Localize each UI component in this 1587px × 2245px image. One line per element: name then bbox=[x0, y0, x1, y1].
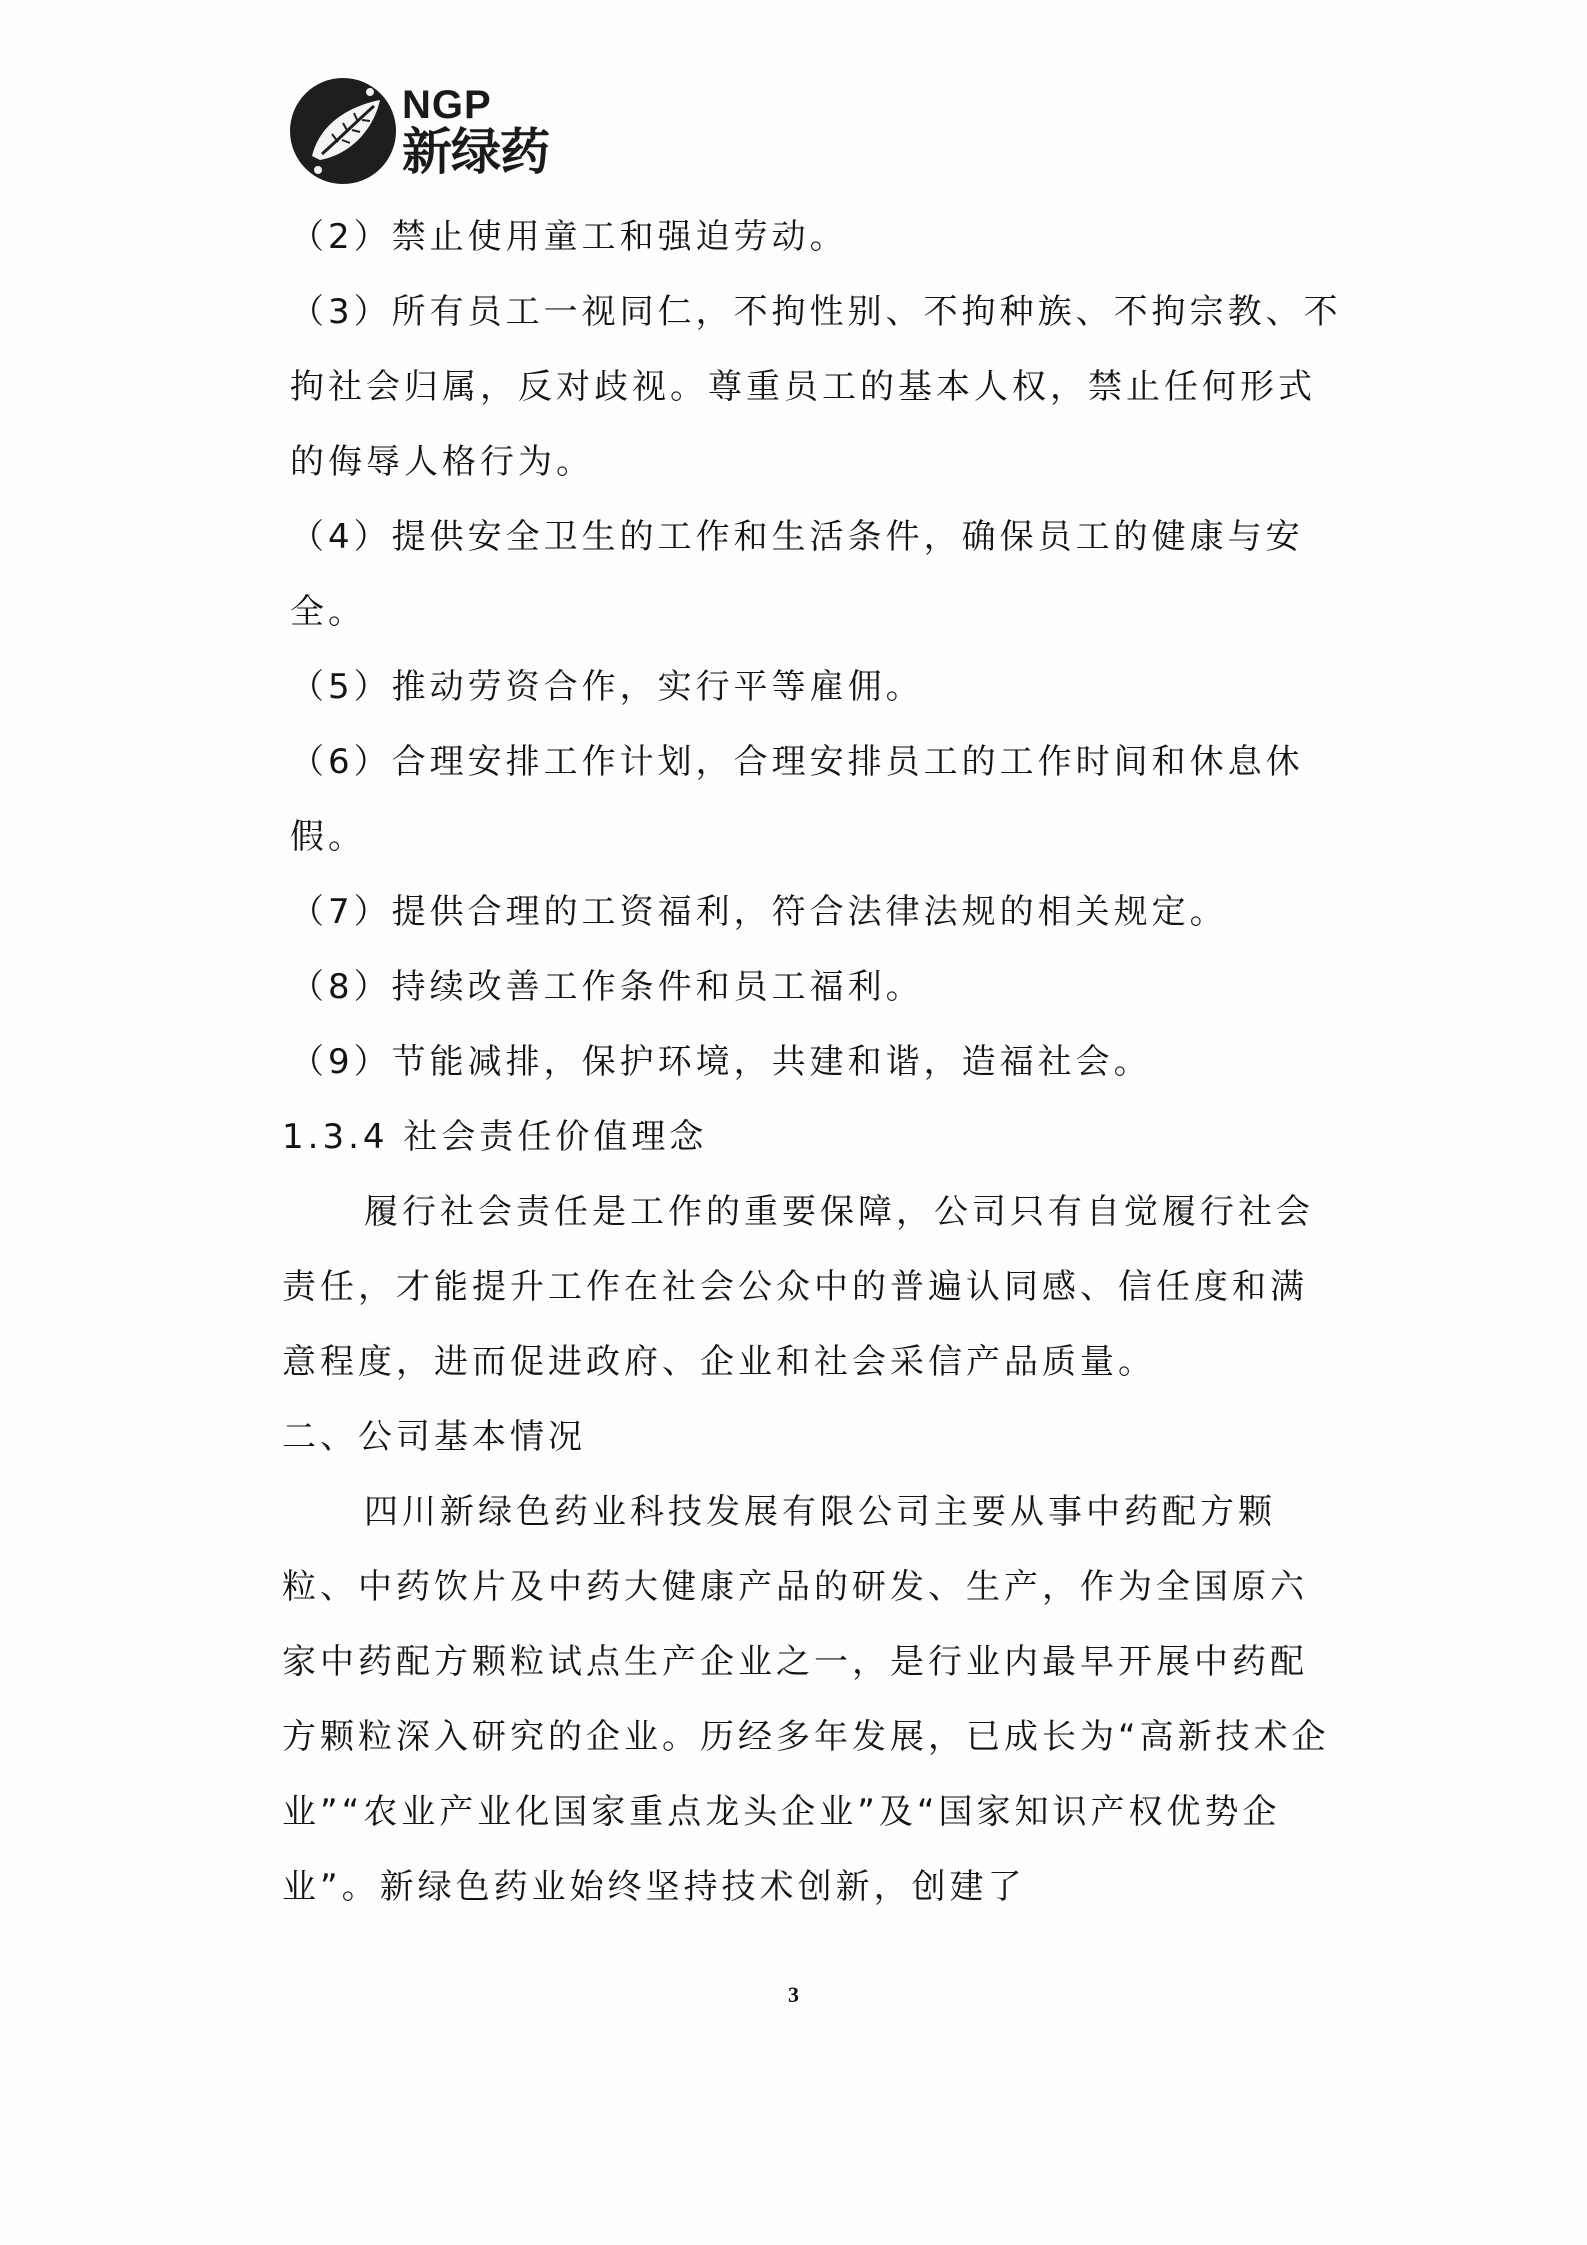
section-heading-company-overview: 二、公司基本情况 bbox=[282, 1417, 586, 1457]
leaf-logo-icon bbox=[290, 78, 396, 184]
logo-text bbox=[402, 83, 549, 181]
logo-english-name: NGP bbox=[402, 83, 492, 127]
logo-chinese-name: 新绿药 bbox=[402, 123, 549, 181]
company-logo bbox=[290, 78, 549, 184]
list-item-2: （2）禁止使用童工和强迫劳动。 bbox=[290, 217, 848, 257]
page-number: 3 bbox=[788, 1982, 799, 2007]
company-overview-paragraph: 四川新绿色药业科技发展有限公司主要从事中药配方颗粒、中药饮片及中药大健康产品的研发、生产，作为全国原六家中药配方颗粒试点生产企业之一，是行业内最早开展中药配方颗粒深入研究的企业。历经多年发展，已成长为“高新技术企业”“农业产业化国家重点龙头企业”及“国家知识产权优势企业”。新绿色药业始终坚持技术创新，创建了 bbox=[282, 1492, 1330, 1907]
list-item-6: （6）合理安排工作计划，合理安排员工的工作时间和休息休假。 bbox=[290, 742, 1304, 857]
list-item-4: （4）提供安全卫生的工作和生活条件，确保员工的健康与安全。 bbox=[290, 517, 1304, 632]
list-item-8: （8）持续改善工作条件和员工福利。 bbox=[290, 967, 924, 1007]
list-item-5: （5）推动劳资合作，实行平等雇佣。 bbox=[290, 667, 924, 707]
list-item-3: （3）所有员工一视同仁，不拘性别、不拘种族、不拘宗教、不拘社会归属，反对歧视。尊重员工的基本人权，禁止任何形式的侮辱人格行为。 bbox=[290, 292, 1342, 482]
section-1-3-4-paragraph: 履行社会责任是工作的重要保障，公司只有自觉履行社会责任，才能提升工作在社会公众中的普遍认同感、信任度和满意程度，进而促进政府、企业和社会采信产品质量。 bbox=[282, 1192, 1314, 1382]
section-heading-1-3-4: 1.3.4 社会责任价值理念 bbox=[282, 1117, 708, 1157]
list-item-9: （9）节能减排，保护环境，共建和谐，造福社会。 bbox=[290, 1042, 1152, 1082]
list-item-7: （7）提供合理的工资福利，符合法律法规的相关规定。 bbox=[290, 892, 1228, 932]
document-body bbox=[282, 200, 1342, 1925]
